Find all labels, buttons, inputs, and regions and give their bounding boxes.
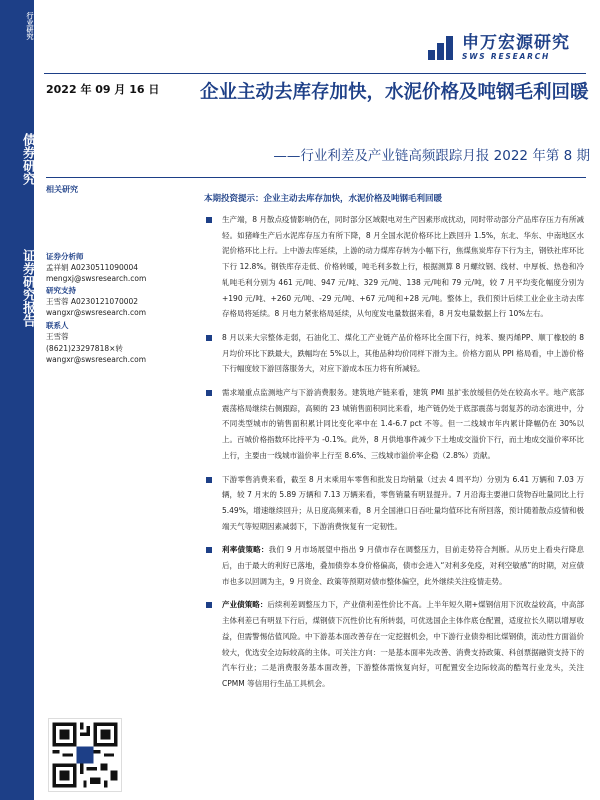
paragraph-production [204, 212, 584, 322]
contact-name: 王雪蓉 [46, 332, 69, 342]
paragraph-text: 我们 9 月市场展望中指出 9 月债市存在调整压力，目前走势符合判断。从历史上看央行降息后，由于最大的利好已落地，叠加债券本身价格偏高，债市会进入“对利多免疫，对利空敏感”的时期，对应债市也多以回调为主，9 月资金、政策等预期对债市整体偏空，此外继续关注疫情走势。 [222, 545, 585, 586]
logo-en: SWS RESEARCH [462, 52, 551, 61]
paragraph-commodities [204, 330, 584, 377]
contact-heading: 联系人 [46, 321, 69, 331]
sidebar-report-type-label: 证券研究报告 [20, 249, 35, 327]
logo-bars-icon [428, 36, 456, 60]
contacts-block [46, 251, 196, 365]
sidebar-top-label: 行业研究 [26, 12, 34, 40]
report-body [204, 212, 584, 700]
paragraph-text: 后续利差调整压力下，产业债利差性价比不高。上半年短久期+煤钢信用下沉收益较高，中高部主体利差已有明显下行后，煤钢债下沉性价比有所转弱，可优选国企主体作底仓配置，适度拉长久期以增厚收益，但需警惕估值风险。中下游基本面改善存在一定挖掘机会，中下游行业债券相比煤钢债，流动性方面溢价较大，优选安全边际较高的主体。可关注方向：一是基本面率先改善、消费支持政策、科创票据融资支持下的汽车行业；二是消费服务基本面改善，下游整体需恢复向好，可配置安全边际较高的酷驾行业龙头，关注 CPMM 等信用行生品工具机会。 [222, 600, 584, 688]
related-research-link[interactable]: 相关研究 [46, 185, 78, 194]
analyst-heading: 证券分析师 [46, 252, 84, 261]
support-name: 王雪蓉 A0230121070002 [46, 296, 139, 306]
investment-highlight: 本期投资提示：企业主动去库存加快，水泥价格及吨钢毛利回暖 [204, 194, 443, 204]
qr-code-icon[interactable] [48, 718, 122, 792]
bullet-icon [206, 335, 212, 341]
report-date: 2022 年 09 月 16 日 [46, 83, 160, 96]
company-logo [428, 34, 570, 62]
bullet-icon [206, 547, 212, 553]
analyst-email[interactable]: mengxj@swsresearch.com [46, 274, 147, 284]
bullet-icon [206, 477, 212, 483]
paragraph-consumption [204, 472, 584, 535]
paragraph-text: 下游零售消费来看，截至 8 月末乘用车零售和批发日均销量（过去 4 周平均）分别为 6.41 万辆和 7.03 万辆，较 7 月末的 5.89 万辆和 7.13 万辆来看，零售销量有明显提升。7 月沿海主要港口货物吞吐量同比上行 5.49%，增速继续回升；从日度高频来看，8 月全国港口日吞吐量均值环比有所回落，预计随着散点疫情和极端天气等短期因素减弱下，下游消费恢复有一定韧性。 [222, 474, 584, 531]
paragraph-text: 8 月以来大宗整体走弱，石油化工、煤化工产业链产品价格环比全面下行，纯苯、聚丙烯PP、顺丁橡胶的 8 月均价环比下跌最大，跌幅均在 5%以上，其他品种均价同样下滑为主。价格方面从 PPI 格局看，中上游价格下行幅度较下游回落服务大，对应下游成本压力将有所减轻。 [222, 332, 584, 374]
subtitle-rule [46, 177, 586, 178]
logo-cn: 申万宏源研究 [462, 33, 570, 53]
paragraph-industry-strategy [204, 597, 584, 691]
paragraph-lead: 利率债策略： [222, 545, 269, 555]
header-rule [44, 73, 586, 74]
bullet-icon [206, 602, 212, 608]
report-subtitle: ——行业利差及产业链高频跟踪月报 2022 年第 8 期 [273, 148, 590, 164]
bullet-icon [206, 217, 212, 223]
support-email[interactable]: wangxr@swsresearch.com [46, 308, 147, 318]
report-title: 企业主动去库存加快，水泥价格及吨钢毛利回暖 [200, 82, 589, 103]
analyst-name: 孟祥娟 A0230511090004 [46, 263, 139, 273]
paragraph-rate-strategy [204, 542, 584, 589]
sidebar [0, 0, 34, 800]
support-heading: 研究支持 [46, 285, 76, 295]
contact-phone: (8621)23297818×转 [46, 343, 123, 353]
paragraph-demand [204, 385, 584, 464]
paragraph-lead: 产业债策略： [222, 600, 268, 610]
bullet-icon [206, 390, 212, 396]
sidebar-category-label: 债券研究 [20, 133, 35, 185]
paragraph-text: 生产端，8 月散点疫情影响仍在，同时部分区域限电对生产因素形成扰动，同时带动部分产品库存压力有所减轻。如猪峰生产后水泥库存压力有所下降，8 月全国水泥价格环比上跌回升 1.5%，东北、华东、中南地区水泥价格环比上行。上中游去库延续，上游的动力煤库存转为小幅下行，焦煤焦炭库存下行为主，钢铁社库环比下行 12.8%。钢铁库存走低、价格转暖，吨毛利多数上行，根据测算 8 月螺纹钢、线材、中厚板、热卷和冷轧吨毛利分别为 461 元/吨、947 元/吨、329 元/吨、138 元/吨和 79 元/吨，较 7 月平均变化幅度分别为+190 元/吨、+260 元/吨、-29 元/吨、+67 元/吨和+28 元/吨。整体上，我们预计后续工业企业主动去库存格局将延续。8 月电力紧张格局延续，从句度发电量数据来看，8 月发电量数据上行 10%左右。 [222, 215, 584, 319]
contact-email[interactable]: wangxr@swsresearch.com [46, 354, 147, 364]
paragraph-text: 需求端重点监测地产与下游消费服务。建筑地产链来看，建筑 PMI 虽扩张放缓但仍处在较高水平。地产底部震荡格局继续右侧跟踪，高频的 23 城销售面积同比来看，地产链仍处于底部震荡与弱复苏的动态演进中，分不同类型城市的销售面积累计同比变化率中在 1.4-6.7 pct 不等。但一二线城市年内累计降幅仍在 30%以上。百城价格指数环比持平为 -0.1%。此外，8 月供地事件减少下土地成交溢价下行，而土地成交溢价率环比上行，主要由一线城市溢价率上行至 8.6%、三线城市溢价率企稳（2.8%）贡献。 [222, 388, 584, 460]
